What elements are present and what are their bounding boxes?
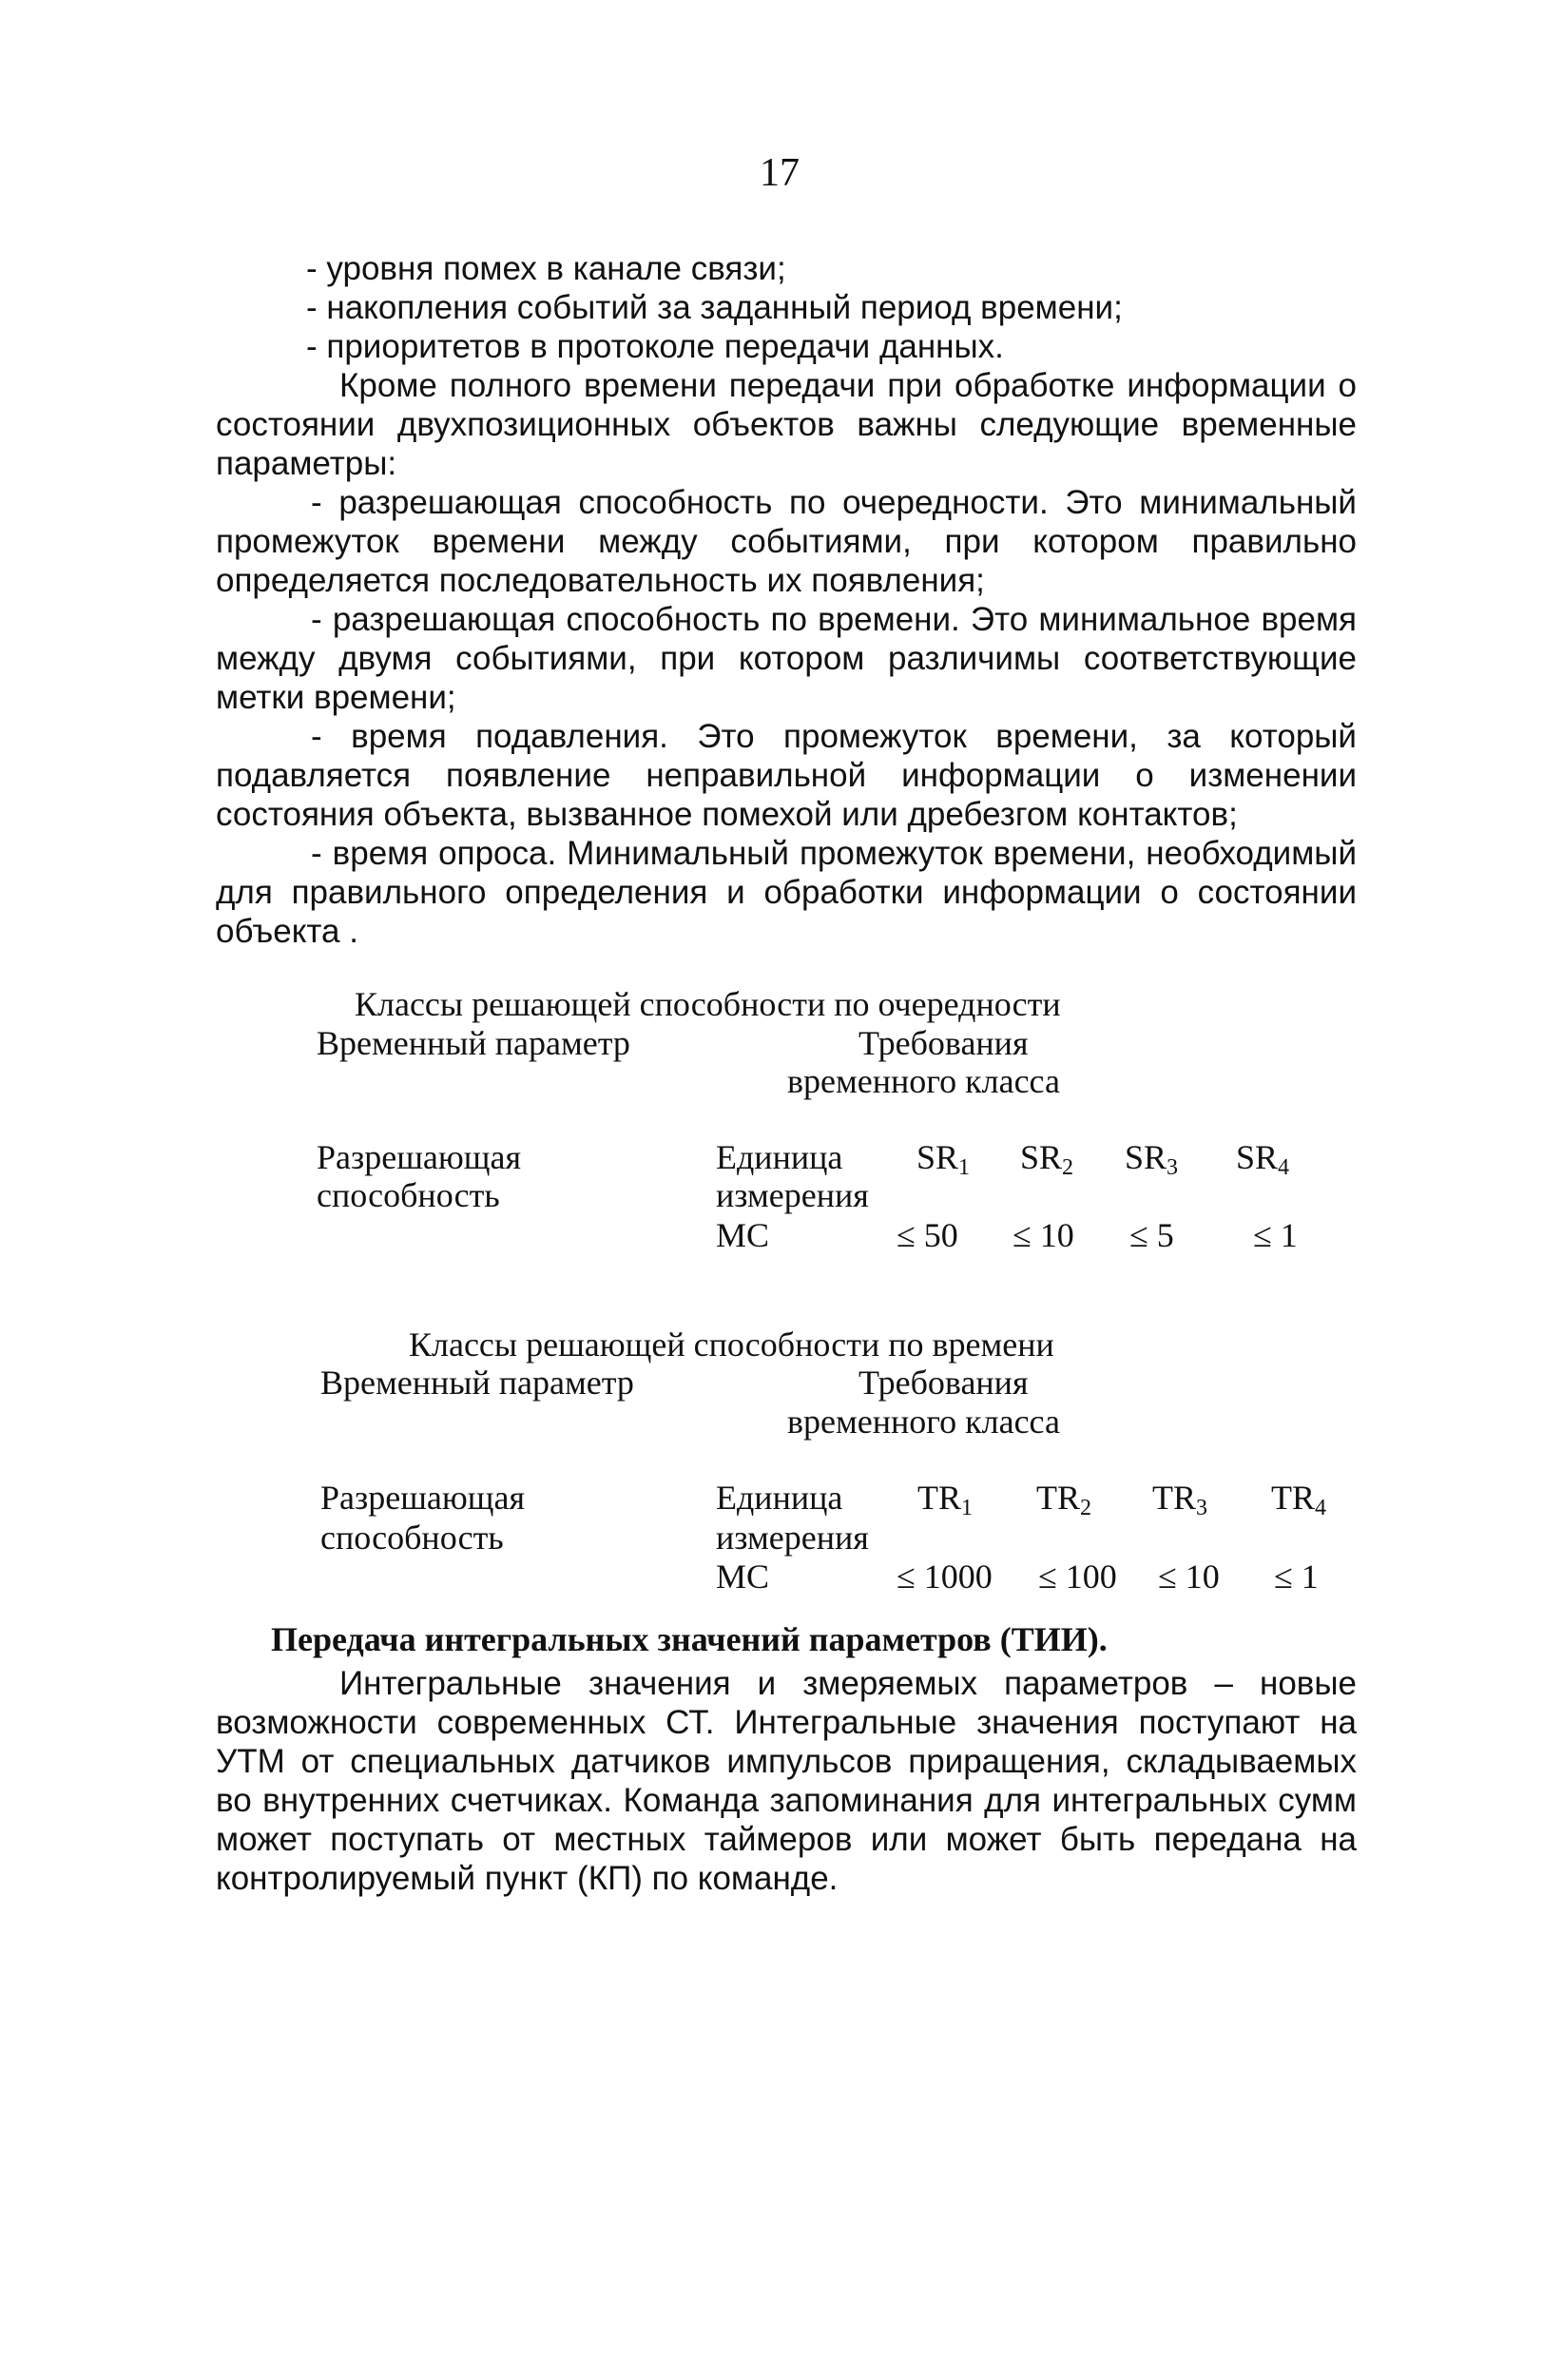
row-label: Разрешающая (317, 1138, 522, 1176)
class-label: $TR_4$ (1271, 1479, 1327, 1520)
list-item: - разрешающая способность по очередности. Это минимальный промежуток времени между событиями, при котором правильно определяется последовательность их появления; (216, 484, 1357, 599)
unit-label: измерения (716, 1519, 869, 1557)
unit-label: Единица (716, 1479, 843, 1517)
list-item: - время опроса. Минимальный промежуток времени, необходимый для правильного определения и обработки информации о состоянии объекта . (216, 835, 1357, 950)
page-number: 17 (760, 151, 800, 195)
table-title: Классы решающей способности по очередности (355, 985, 1061, 1023)
class-value: ≤ 10 (1158, 1558, 1220, 1596)
list-item: - уровня помех в канале связи; (306, 250, 786, 287)
unit-label: Единица (716, 1138, 843, 1176)
class-label: $SR_4$ (1236, 1138, 1290, 1180)
class-label: $SR_3$ (1125, 1138, 1179, 1180)
table-header-param: Временный параметр (317, 1024, 630, 1062)
class-value: ≤ 10 (1013, 1216, 1074, 1254)
unit-label: МС (716, 1216, 770, 1254)
class-value: ≤ 1 (1253, 1216, 1298, 1254)
table-header-req: временного класса (787, 1403, 1060, 1441)
body-text-top (216, 249, 1357, 951)
class-label: $TR_3$ (1152, 1479, 1208, 1520)
table-header-param: Временный параметр (320, 1364, 634, 1402)
table-header-req: Требования (858, 1024, 1029, 1062)
class-label: $TR_2$ (1036, 1479, 1092, 1520)
row-label: Разрешающая (320, 1479, 526, 1517)
table-header-req: Требования (858, 1364, 1029, 1402)
list-item: - разрешающая способность по времени. Это минимальное время между двумя событиями, при котором различимы соответствующие метки времени; (216, 601, 1357, 716)
class-value: ≤ 100 (1038, 1558, 1117, 1596)
class-label: $SR_1$ (916, 1138, 971, 1180)
list-item: - накопления событий за заданный период времени; (306, 289, 1123, 326)
class-value: ≤ 1000 (897, 1558, 993, 1596)
list-item: - приоритетов в протоколе передачи данных. (306, 328, 1004, 365)
unit-label: измерения (716, 1176, 869, 1214)
body-text-bottom (216, 1664, 1357, 1898)
paragraph: Интегральные значения и змеряемых параметров – новые возможности современных СТ. Интегральные значения поступают на УТМ от специальных датчиков импульсов приращения, складываемых во внутренних счетчиках. Команда запоминания для интегральных сумм может поступать от местных таймеров или может быть передана на контролируемый пункт (КП) по команде. (216, 1665, 1357, 1897)
list-item: - время подавления. Это промежуток времени, за который подавляется появление неправильной информации о изменении состояния объекта, вызванное помехой или дребезгом контактов; (216, 718, 1357, 833)
paragraph: Кроме полного времени передачи при обработке информации о состоянии двухпозиционных объектов важны следующие временные параметры: (216, 367, 1357, 482)
unit-label: МС (716, 1558, 770, 1596)
class-value: ≤ 50 (897, 1216, 958, 1254)
table-title: Классы решающей способности по времени (409, 1325, 1054, 1364)
class-value: ≤ 1 (1274, 1558, 1319, 1596)
section-heading: Передача интегральных значений параметров (ТИИ). (271, 1620, 1108, 1658)
table-header-req: временного класса (787, 1062, 1060, 1100)
row-label: способность (317, 1176, 500, 1214)
class-label: $SR_2$ (1020, 1138, 1074, 1180)
class-value: ≤ 5 (1129, 1216, 1174, 1254)
row-label: способность (320, 1519, 504, 1557)
class-label: $TR_1$ (917, 1479, 974, 1520)
